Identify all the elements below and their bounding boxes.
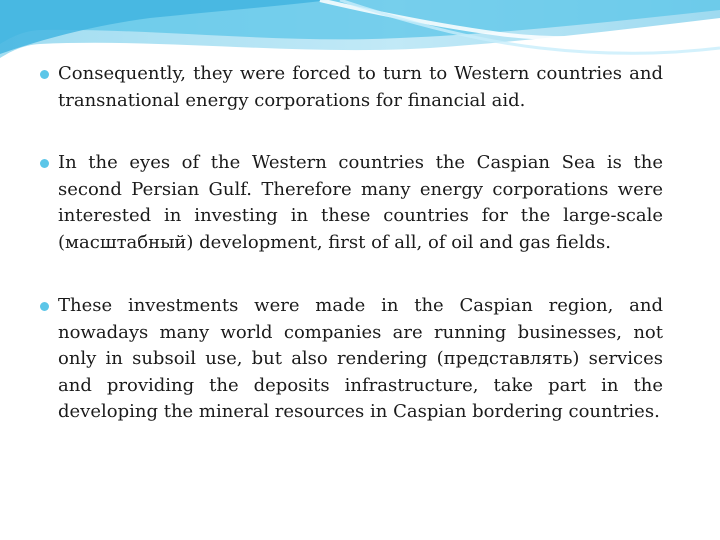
bullet-item-1	[58, 61, 663, 114]
bullet-dot-icon	[40, 302, 49, 311]
bullet-item-3	[58, 293, 663, 426]
bullet-item-2	[58, 150, 663, 256]
bullet-dot-icon	[40, 159, 49, 168]
bullet-dot-icon	[40, 70, 49, 79]
bullet-text: These investments were made in the Caspian region, and nowadays many world companies are running businesses, not only in subsoil use, but also rendering (представлять) services and providing the deposits infrastructure, take part in the developing the mineral resources in Caspian bordering countries.	[58, 295, 663, 422]
bullet-text: In the eyes of the Western countries the Caspian Sea is the second Persian Gulf. Therefore many energy corporations were interested in investing in these countries for the large-scale (масштабный) development, first of all, of oil and gas fields.	[58, 152, 663, 253]
bullet-text: Consequently, they were forced to turn to Western countries and transnational energy corporations for financial aid.	[58, 63, 663, 111]
